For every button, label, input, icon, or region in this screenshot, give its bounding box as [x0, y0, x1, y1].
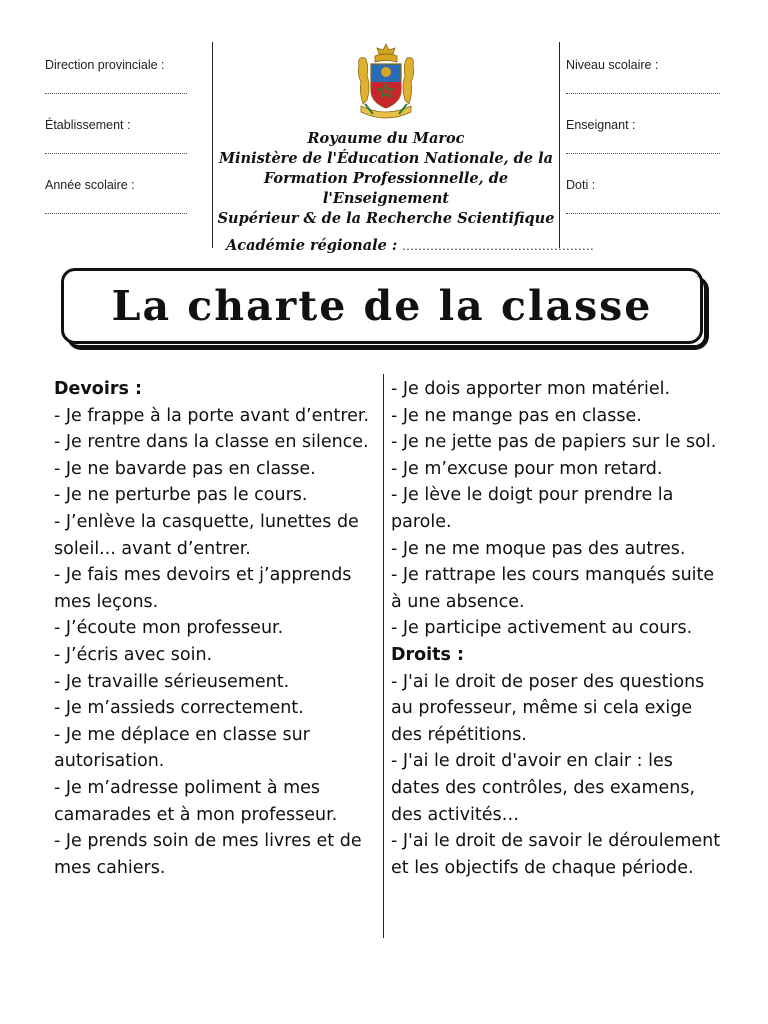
list-item: - Je rattrape les cours manqués suite à une absence. — [391, 565, 715, 612]
doti-blank[interactable] — [566, 212, 720, 214]
list-item: - J’enlève la casquette, lunettes de soleil... avant d’entrer. — [54, 511, 359, 559]
droits-list — [391, 669, 721, 882]
header-divider-right — [559, 42, 560, 248]
list-item: - J’écoute mon professeur. — [54, 618, 284, 639]
doti-label: Doti : — [566, 178, 596, 192]
right-column — [391, 376, 721, 881]
ministry-line: Ministère de l'Éducation Nationale, de la — [218, 150, 553, 167]
niveau-scolaire-label: Niveau scolaire : — [566, 58, 659, 72]
devoirs-column — [54, 376, 380, 881]
ministry-line: Formation Professionnelle, de l'Enseignement — [263, 170, 509, 207]
academie-regionale-blank[interactable]: ................................................ — [402, 240, 595, 253]
list-item: - Je prends soin de mes livres et de mes cahiers. — [54, 831, 362, 878]
enseignant-label: Enseignant : — [566, 118, 636, 132]
annee-scolaire-field[interactable] — [45, 178, 187, 238]
annee-scolaire-label: Année scolaire : — [45, 178, 135, 192]
header-divider-left — [212, 42, 213, 248]
ministry-block — [214, 129, 558, 229]
list-item: - Je ne bavarde pas en classe. — [54, 458, 316, 479]
list-item: - Je travaille sérieusement. — [54, 671, 290, 692]
list-item: - Je fais mes devoirs et j’apprends mes leçons. — [54, 565, 352, 612]
moroccan-coat-of-arms-icon — [353, 42, 419, 126]
list-item: - Je dois apporter mon matériel. — [391, 379, 671, 399]
etablissement-field[interactable] — [45, 118, 187, 178]
list-item: - Je ne mange pas en classe. — [391, 405, 642, 426]
ministry-line: Supérieur & de la Recherche Scientifique — [217, 210, 555, 227]
list-item: - J’écris avec soin. — [54, 644, 213, 665]
enseignant-field[interactable] — [566, 118, 720, 178]
list-item: - Je lève le doigt pour prendre la parole. — [391, 485, 674, 532]
list-item: - Je ne me moque pas des autres. — [391, 538, 686, 559]
etablissement-blank[interactable] — [45, 152, 187, 154]
annee-scolaire-blank[interactable] — [45, 212, 187, 214]
devoirs-list — [54, 403, 380, 882]
droits-heading: Droits : — [391, 644, 465, 665]
list-item: - J'ai le droit de savoir le déroulement et les objectifs de chaque période. — [391, 831, 721, 878]
page-title: La charte de la classe — [111, 282, 653, 330]
enseignant-blank[interactable] — [566, 152, 720, 154]
doti-field[interactable] — [566, 178, 720, 238]
devoirs-list-continued — [391, 376, 721, 642]
niveau-scolaire-blank[interactable] — [566, 92, 720, 94]
list-item: - Je ne perturbe pas le cours. — [54, 485, 308, 506]
list-item: - Je m’excuse pour mon retard. — [391, 458, 663, 479]
niveau-scolaire-field[interactable] — [566, 58, 720, 118]
list-item: - Je ne jette pas de papiers sur le sol. — [391, 432, 717, 453]
list-item: - Je me déplace en classe sur autorisation. — [54, 724, 310, 772]
list-item: - Je rentre dans la classe en silence. — [54, 432, 369, 453]
header-left-fields — [45, 58, 187, 238]
list-item: - J'ai le droit d'avoir en clair : les dates des contrôles, des examens, des activités… — [391, 751, 696, 825]
direction-provinciale-field[interactable] — [45, 58, 187, 118]
list-item: - Je m’assieds correctement. — [54, 698, 304, 719]
list-item: - Je frappe à la porte avant d’entrer. — [54, 405, 370, 426]
list-item: - J'ai le droit de poser des questions au professeur, même si cela exige des répétitions. — [391, 671, 705, 745]
academie-regionale-label: Académie régionale : — [226, 237, 398, 254]
column-divider — [383, 374, 384, 938]
devoirs-heading: Devoirs : — [54, 379, 142, 399]
list-item: - Je m’adresse poliment à mes camarades et à mon professeur. — [54, 777, 338, 825]
direction-provinciale-blank[interactable] — [45, 92, 187, 94]
etablissement-label: Établissement : — [45, 118, 131, 132]
direction-provinciale-label: Direction provinciale : — [45, 58, 165, 72]
ministry-line: Royaume du Maroc — [307, 130, 465, 147]
header-right-fields — [566, 58, 720, 238]
title-frame — [61, 268, 703, 344]
list-item: - Je participe activement au cours. — [391, 618, 693, 639]
academie-regionale-field[interactable] — [214, 237, 595, 254]
